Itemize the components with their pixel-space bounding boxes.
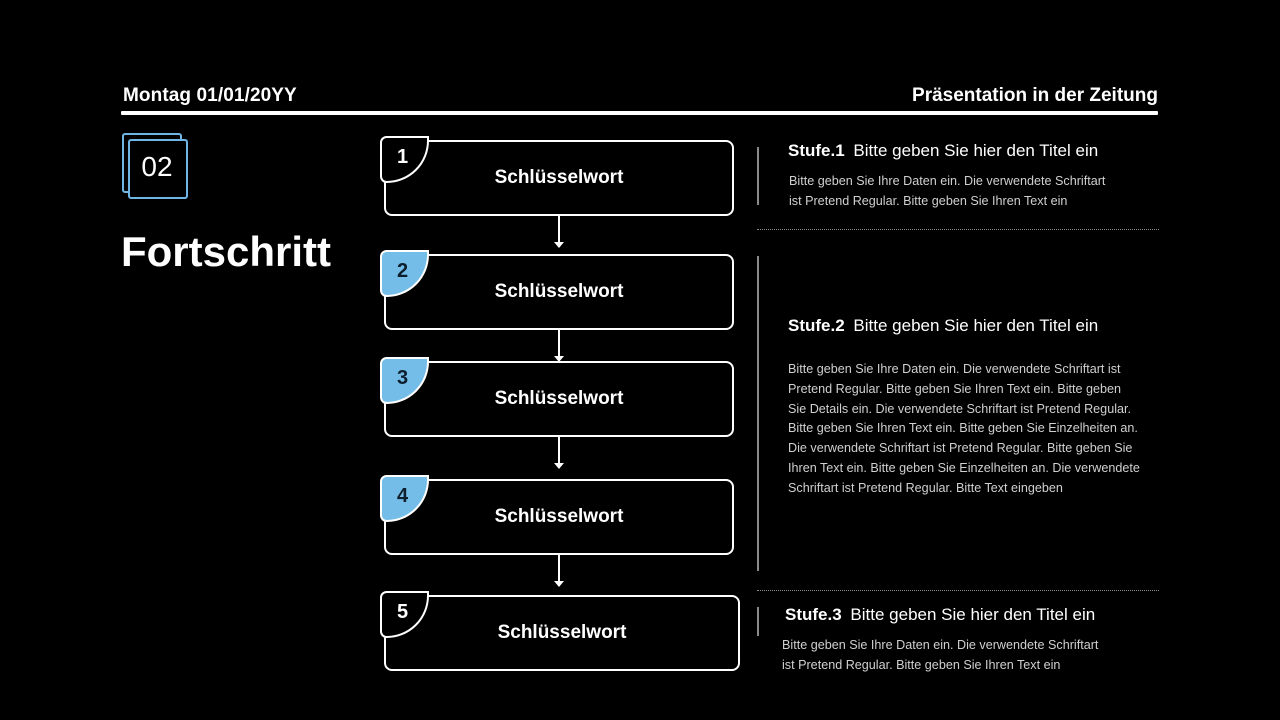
stage-text-line: Bitte geben Sie Ihre Daten ein. Die verwendete Schriftart ist [788, 362, 1121, 376]
stage-text-3 [782, 636, 1098, 676]
stage-separator [757, 590, 1159, 591]
step-label: Schlüsselwort [494, 506, 624, 527]
step-box-4 [384, 479, 734, 555]
stage-label: Stufe.2 [788, 316, 845, 335]
step-label: Schlüsselwort [494, 388, 624, 409]
stage-text-line: Die verwendete Schriftart ist Pretend Regular. Bitte geben Sie [788, 441, 1133, 456]
stage-title: Bitte geben Sie hier den Titel ein [853, 316, 1099, 335]
stage-text-2 [788, 360, 1140, 499]
section-number: 02 [141, 151, 173, 182]
step-label: Schlüsselwort [497, 622, 627, 643]
stage-label: Stufe.3 [785, 605, 842, 624]
stage-title: Bitte geben Sie hier den Titel ein [850, 605, 1096, 624]
stage-heading-3 [785, 605, 1095, 625]
header-title: Präsentation in der Zeitung [912, 85, 1158, 106]
stage-text-line: Pretend Regular. Bitte geben Sie Ihren Text ein. Bitte geben [788, 381, 1122, 396]
stage-separator [757, 229, 1159, 230]
step-number-tab-1: 1 [380, 136, 429, 183]
stage-text-line: Bitte geben Sie Ihre Daten ein. Die verwendete Schriftart [789, 174, 1106, 188]
step-number-tab-3: 3 [380, 357, 429, 404]
flow-arrow [558, 437, 560, 467]
header-rule [121, 111, 1158, 115]
flow-arrow [558, 555, 560, 585]
stage-divider-line [757, 607, 759, 636]
step-number-tab-4: 4 [380, 475, 429, 522]
stage-heading-1 [788, 141, 1098, 161]
stage-title: Bitte geben Sie hier den Titel ein [853, 141, 1099, 160]
step-label: Schlüsselwort [494, 281, 624, 302]
flow-arrow [558, 216, 560, 246]
stage-heading-2 [788, 316, 1098, 336]
stage-text-line: Ihren Text ein. Bitte geben Sie Einzelheiten an. Die verwendete [788, 460, 1140, 475]
stage-divider-line [757, 147, 759, 205]
stage-text-line: Bitte geben Sie Ihre Daten ein. Die verwendete Schriftart [782, 638, 1099, 652]
stage-text-line: Bitte geben Sie Ihren Text ein. Bitte geben Sie Einzelheiten an. [788, 421, 1138, 436]
header-date: Montag 01/01/20YY [123, 85, 297, 106]
stage-text-line: ist Pretend Regular. Bitte geben Sie Ihren Text ein [782, 657, 1061, 672]
stage-text-line: ist Pretend Regular. Bitte geben Sie Ihren Text ein [789, 193, 1068, 208]
stage-text-line: Schriftart ist Pretend Regular. Bitte Text eingeben [788, 480, 1063, 495]
flow-arrow [558, 330, 560, 360]
section-title: Fortschritt [121, 228, 331, 275]
step-box-2 [384, 254, 734, 330]
section-number-badge [122, 133, 192, 203]
step-box-5 [384, 595, 740, 671]
stage-label: Stufe.1 [788, 141, 845, 160]
step-box-1 [384, 140, 734, 216]
step-number-tab-5: 5 [380, 591, 429, 638]
step-number-tab-2: 2 [380, 250, 429, 297]
step-box-3 [384, 361, 734, 437]
stage-text-line: Sie Details ein. Die verwendete Schriftart ist Pretend Regular. [788, 401, 1131, 416]
stage-divider-line [757, 256, 759, 571]
stage-text-1 [789, 172, 1105, 212]
step-label: Schlüsselwort [494, 167, 624, 188]
